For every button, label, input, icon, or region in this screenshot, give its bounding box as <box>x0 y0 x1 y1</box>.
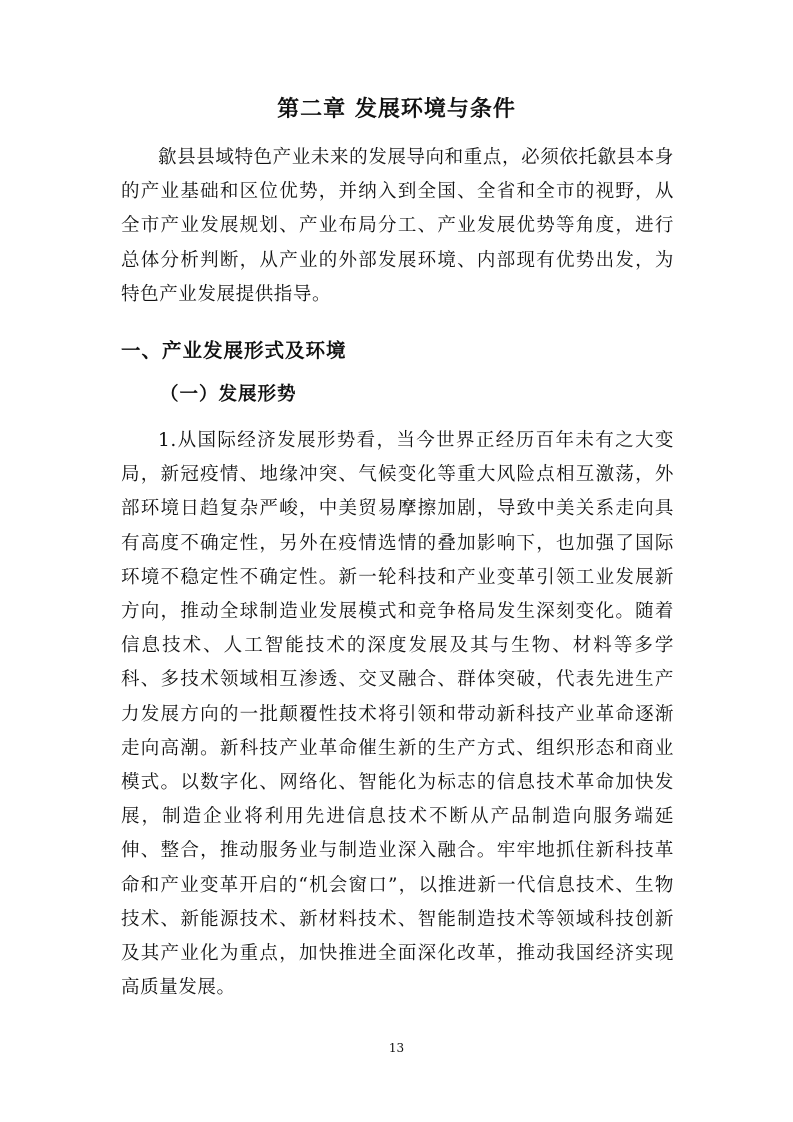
page-number: 13 <box>388 1041 405 1055</box>
intro-paragraph: 歙县县域特色产业未来的发展导向和重点，必须依托歙县本身的产业基础和区位优势，并纳入到全国、全省和全市的视野，从全市产业发展规划、产业布局分工、产业发展优势等角度，进行总体分析判断，从产业的外部发展环境、内部现有优势出发，为特色产业发展提供指导。 <box>121 147 674 305</box>
subsection-heading: （一）发展形势 <box>160 384 297 405</box>
body-paragraph: 1.从国际经济发展形势看，当今世界正经历百年未有之大变局，新冠疫情、地缘冲突、气候变化等重大风险点相互激荡，外部环境日趋复杂严峻，中美贸易摩擦加剧，导致中美关系走向具有高度不确定性，另外在疫情选情的叠加影响下，也加强了国际环境不稳定性不确定性。新一轮科技和产业变革引领工业发展新方向，推动全球制造业发展模式和竞争格局发生深刻变化。随着信息技术、人工智能技术的深度发展及其与生物、材料等多学科、多技术领域相互渗透、交叉融合、群体突破，代表先进生产力发展方向的一批颠覆性技术将引领和带动新科技产业革命逐渐走向高潮。新科技产业革命催生新的生产方式、组织形态和商业模式。以数字化、网络化、智能化为标志的信息技术革命加快发展，制造企业将利用先进信息技术不断从产品制造向服务端延伸、整合，推动服务业与制造业深入融合。牢牢地抓住新科技革命和产业变革开启的“机会窗口”，以推进新一代信息技术、生物技术、新能源技术、新材料技术、智能制造技术等领域科技创新及其产业化为重点，加快推进全面深化改革，推动我国经济实现高质量发展。 <box>121 430 674 999</box>
chapter-title: 第二章 发展环境与条件 <box>277 96 516 122</box>
section-heading: 一、产业发展形式及环境 <box>121 339 347 362</box>
